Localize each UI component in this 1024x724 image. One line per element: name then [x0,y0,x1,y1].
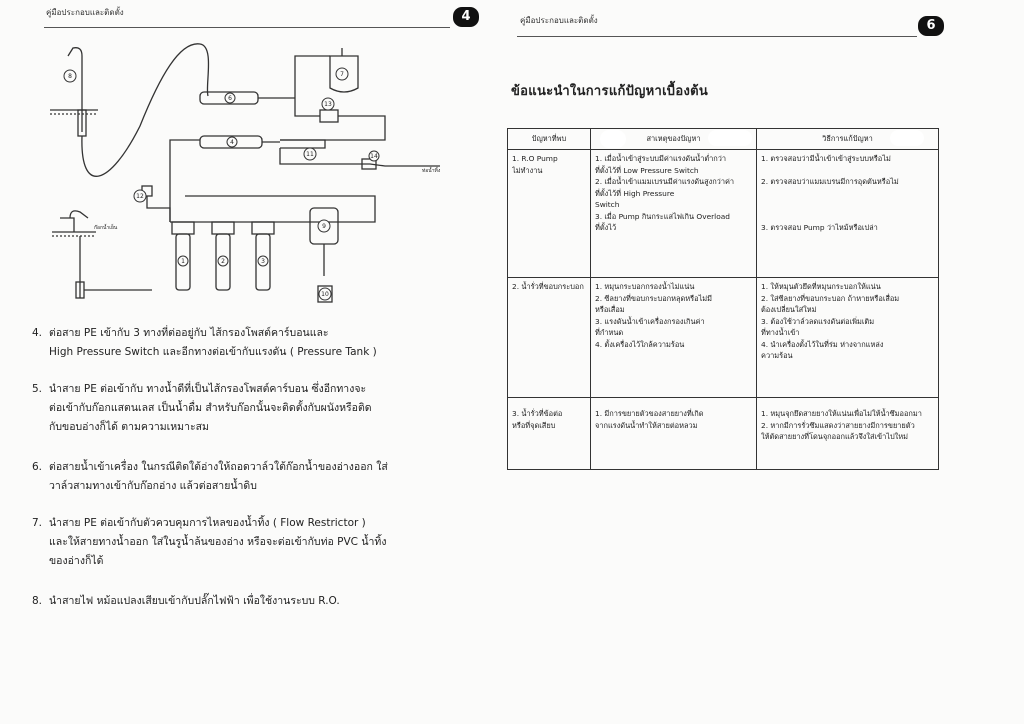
header-rule-right [517,36,917,37]
table-row [508,150,939,278]
problem-cell: 1. R.O Pump ไม่ทำงาน [508,150,591,278]
column-header: ปัญหาที่พบ [508,129,591,150]
solution-cell: 1. ตรวจสอบว่ามีน้ำเข้าเข้าสู่ระบบหรือไม่ 2. ตรวจสอบว่าแมมเบรนมีการอุดตันหรือไม่ 3. ตรวจสอบ Pump ว่าไหม้หรือเปล่า [757,150,939,278]
page-number-right: 6 [918,16,944,36]
svg-text:7: 7 [340,71,344,78]
step-4: 4. ต่อสาย PE เข้ากับ 3 ทางที่ต่ออยู่กับ ไส้กรองโพสต์คาร์บอนและ High Pressure Switch และอีกทางต่อเข้ากับแรงดัน ( Pressure Tank ) [32,327,377,358]
faucet-8 [68,48,82,132]
cause-cell: 1. เมื่อน้ำเข้าสู่ระบบมีค่าแรงดันน้ำต่ำกว่า ที่ตั้งไว้ที่ Low Pressure Switch 2. เมื่อน้ำเข้าแมมเบรนมีค่าแรงดันสูงกว่าค่า ที่ตั้งไว้ที่ High Pressure Switch 3. เมื่อ Pump กินกระแสไฟเกิน Overload ที่ตั้งไว้ [591,150,757,278]
column-header: สาเหตุของปัญหา [591,129,757,150]
svg-text:12: 12 [136,193,144,200]
header-rule [44,27,450,28]
correction-blob [890,130,924,146]
sink-faucet [60,211,88,232]
table-row [508,278,939,398]
filter-cap-2 [212,222,234,234]
left-page [0,0,500,724]
column-header: วิธีการแก้ปัญหา [757,129,939,150]
installation-diagram [40,36,470,306]
feed-line-to-membrane [170,140,200,222]
callout-numbers [68,71,378,298]
svg-text:3: 3 [261,258,265,265]
step-5: 5. นำสาย PE ต่อเข้ากับ ทางน้ำดีที่เป็นไส้กรองโพสต์คาร์บอน ซึ่งอีกทางจะ ต่อเข้ากับก๊อกแสตนเลส เป็นน้ำดื่ม สำหรับก๊อกนั้นจะติดตั้งกับผนังหรือติด กับขอบอ่างก็ได้ ตามความเหมาะสม [32,383,372,433]
svg-text:8: 8 [68,73,72,80]
svg-text:10: 10 [321,291,329,298]
membrane-outlet [262,140,325,148]
drain-flow-line [280,148,440,166]
cause-cell: 1. หมุนกระบอกกรองน้ำไม่แน่น 2. ซีลยางที่ขอบกระบอกหลุดหรือไม่มี หรือเสื่อม 3. แรงดันน้ำเข้าเครื่องกรองเกินค่า ที่กำหนด 4. ตั้งเครื่องไว้ใกล้ความร้อน [591,278,757,398]
high-pressure-switch-13 [320,110,338,122]
svg-text:9: 9 [322,223,326,230]
table-row [508,398,939,470]
page-header: คู่มือประกอบและติดตั้ง [46,8,124,17]
problem-cell: 2. น้ำรั่วที่ขอบกระบอก [508,278,591,398]
step-6: 6. ต่อสายน้ำเข้าเครื่อง ในกรณีติดใต้อ่างให้ถอดวาล์วใต้ก๊อกน้ำของอ่างออก ใส่ วาล์วสามทางเข้ากับก๊อกอ่าง แล้วต่อสายน้ำดิบ [32,461,388,492]
svg-text:2: 2 [221,258,225,265]
troubleshooting-table [507,128,939,470]
cold-faucet-label: ก๊อกน้ำเย็น [94,225,118,231]
svg-text:1: 1 [181,258,185,265]
solution-cell: 1. ให้หมุนตัวยึดที่หมุนกระบอกให้แน่น 2. ใส่ซีลยางที่ขอบกระบอก ถ้าหายหรือเสื่อม ต้องเปลี่ยนใส่ใหม่ 3. ต้องใช้วาล์วลดแรงดันต่อเพิ่มเติม ที่ทางน้ำเข้า 4. นำเครื่องตั้งไว้ในที่ร่ม ห่างจากแหล่ง ความร้อน [757,278,939,398]
filter-cap-1 [172,222,194,234]
page-number: 4 [453,7,479,27]
svg-text:14: 14 [370,153,378,160]
step-7: 7. นำสาย PE ต่อเข้ากับตัวควบคุมการไหลของน้ำทิ้ง ( Flow Restrictor ) และให้สายทางน้ำออก ใส่ในรูน้ำล้นของอ่าง หรือจะต่อเข้ากับท่อ PVC น้ำทิ้ง ของอ่างก็ได้ [32,517,387,567]
correction-blob [600,130,626,148]
problem-cell: 3. น้ำรั่วที่ข้อต่อ หรือที่จุดเสียบ [508,398,591,470]
cause-cell: 1. มีการขยายตัวของสายยางที่เกิด จากแรงดันน้ำทำให้สายต่อหลวม [591,398,757,470]
page-header-right: คู่มือประกอบและติดตั้ง [520,16,598,25]
solution-cell: 1. หมุนจุกยึดสายยางให้แน่นเพื่อไม่ให้น้ำซึมออกมา 2. หากมีการรั่วซึมแสดงว่าสายยางมีการขยายตัว ให้ตัดสายยางที่โดนจุกออกแล้วจึงใส่เข้าไปใหม่ [757,398,939,470]
step-8: 8. นำสายไฟ หม้อแปลงเสียบเข้ากับปลั๊กไฟฟ้า เพื่อใช้งานระบบ R.O. [32,595,340,607]
correction-blob [708,130,752,146]
filter-cap-3 [252,222,274,234]
svg-text:11: 11 [306,151,314,158]
drain-label: ท่อน้ำทิ้ง [422,168,441,174]
line-to-tank [295,56,330,98]
page-title: ข้อแนะนำในการแก้ปัญหาเบื้องต้น [511,84,709,99]
svg-text:6: 6 [228,95,232,102]
svg-text:13: 13 [324,101,332,108]
pump-loop [170,196,375,222]
lps-line [147,196,170,222]
svg-text:4: 4 [230,139,234,146]
faucet-hose [82,44,209,176]
